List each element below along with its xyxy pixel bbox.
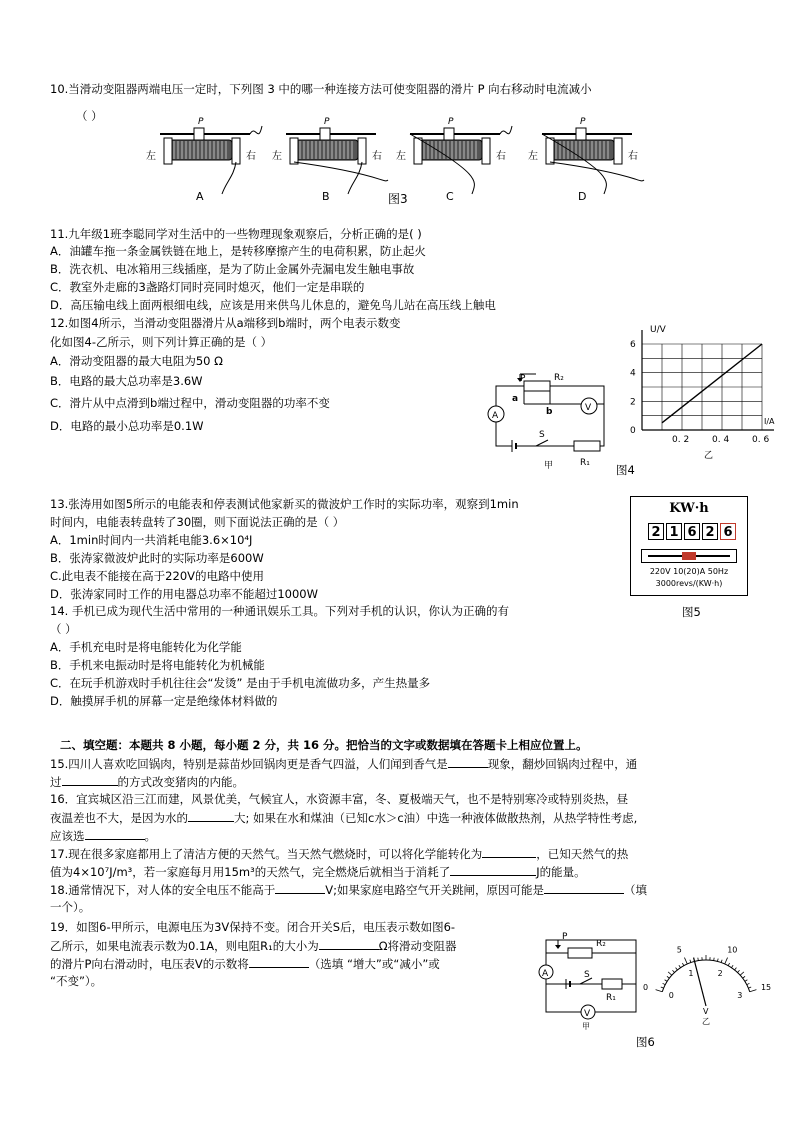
q19-f: “不变”）。 — [50, 974, 103, 988]
q16-blank-1[interactable] — [188, 810, 234, 822]
dial-tick — [725, 958, 728, 964]
q14-text-1: 14. 手机已成为现代生活中常用的一种通讯娱乐工具。下列对手机的认识，你认为正确的有 — [50, 604, 509, 618]
dial-inner-label: 3 — [737, 990, 743, 1000]
series-line — [662, 344, 762, 423]
rheostat-p-label: P — [580, 117, 586, 127]
figure-6-caption: 图6 — [636, 1035, 655, 1049]
figure-4-caption: 图4 — [616, 463, 635, 477]
q11-option-b: B．洗衣机、电冰箱用三线插座，是为了防止金属外壳漏电发生触电事故 — [50, 262, 415, 276]
dial-tick — [676, 968, 678, 970]
c4-voltmeter: V — [585, 403, 592, 413]
q18-blank-2[interactable] — [544, 882, 624, 894]
q18-b: V;如果家庭电路空气开关跳闸，原因可能是 — [325, 883, 545, 897]
c6-ammeter: A — [542, 969, 549, 979]
circuit-6-svg — [536, 930, 642, 1030]
c6-caption: 甲 — [582, 1022, 590, 1031]
dial-tick — [684, 958, 687, 964]
y-axis-label: U/V — [650, 325, 666, 335]
dial-caption: 乙 — [702, 1017, 710, 1026]
q19-c: Ω将滑动变阻器 — [378, 939, 457, 953]
q15-b: 现象，翻炒回锅肉过程中，通 — [487, 757, 638, 771]
dial-tick — [735, 968, 737, 970]
dial-outer-label: 10 — [727, 945, 738, 955]
x-tick-label: 0. 6 — [752, 435, 770, 445]
energy-meter — [630, 496, 748, 596]
q13-option-a: A．1min时间内一共消耗电能3.6×10⁴J — [50, 533, 253, 547]
meter-spec-2: 3000revs/(KW·h) — [655, 579, 723, 588]
figure-4-graph — [612, 320, 776, 462]
y-tick-label: 4 — [630, 368, 636, 379]
dial-inner-label: 0 — [668, 990, 674, 1000]
c6-switch: S — [584, 970, 590, 980]
rheostat-left-label: 左 — [146, 151, 156, 162]
q14-option-a: A．手机充电时是将电能转化为化学能 — [50, 640, 242, 654]
q18-d: 一个）。 — [50, 900, 91, 914]
q13-option-b: B．张涛家微波炉此时的实际功率是600W — [50, 551, 264, 565]
section-2-title: 二、填空题：本题共 8 小题，每小题 2 分，共 16 分。把恰当的文字或数据填在答题卡上相应位置上。 — [60, 738, 588, 752]
q15-blank-2[interactable] — [62, 774, 118, 786]
q12-text-1: 12.如图4所示，当滑动变阻器滑片从a端移到b端时，两个电表示数变 — [50, 316, 401, 330]
q19-line-3 — [50, 956, 440, 971]
x-tick-label: 0. 4 — [712, 435, 730, 445]
meter-digit: 6 — [720, 523, 736, 540]
c4-r1: R₁ — [580, 458, 590, 468]
dial-tick — [698, 958, 699, 961]
c6-voltmeter: V — [584, 1009, 591, 1019]
q15-a: 15.四川人喜欢吃回锅肉，特别是蒜苗炒回锅肉更是香气四溢，人们闻到香气是 — [50, 757, 448, 771]
dial-tick — [690, 960, 691, 963]
meter-spec-1: 220V 10(20)A 50Hz — [649, 567, 729, 576]
q17-c: 值为4×10⁷J/m³，若一家庭每月用15m³的天然气，完全燃烧后就相当于消耗了 — [50, 865, 451, 879]
graph-caption: 乙 — [704, 451, 714, 461]
rheostat-p-label: P — [198, 117, 204, 127]
q16-d: 应该选 — [50, 829, 85, 843]
meter-digit: 1 — [666, 523, 682, 540]
q11-text: 11.九年级1班李聪同学对生活中的一些物理现象观察后，分析正确的是( ) — [50, 227, 422, 241]
dial-tick — [656, 990, 663, 992]
meter-digit: 2 — [648, 523, 664, 540]
c4-p: P — [520, 374, 526, 384]
y-tick-label: 6 — [630, 340, 636, 350]
q19-e: （选填 “增大”或“减小”或 — [308, 957, 440, 971]
rheostat-left-label: 左 — [396, 151, 406, 162]
dial-tick — [668, 972, 672, 975]
c4-a: a — [512, 394, 519, 404]
circuit-4-svg — [484, 370, 614, 470]
q11-option-d: D．高压输电线上面两根细电线，应该是用来供鸟儿休息的，避免鸟儿站在高压线上触电 — [50, 298, 496, 312]
q10-text: 10.当滑动变阻器两端电压一定时，下列图 3 中的哪一种连接方法可使变阻器的滑片 P 向右移动时电流减小 — [50, 82, 592, 96]
q17-b: ，已知天然气的热 — [536, 847, 629, 861]
q17-line-1 — [50, 846, 628, 861]
dial-tick — [672, 970, 674, 972]
q13-option-d: D．张涛家同时工作的用电器总功率不能超过1000W — [50, 587, 318, 601]
q15-line-1 — [50, 756, 637, 771]
q19-blank-2[interactable] — [249, 956, 309, 968]
q17-blank-1[interactable] — [482, 846, 536, 858]
q15-d: 的方式改变猪肉的内能。 — [117, 775, 244, 789]
c6-p: P — [562, 932, 568, 942]
q13-option-c: C.此电表不能接在高于220V的电路中使用 — [50, 569, 265, 583]
q10-answer-paren: （ ） — [76, 109, 103, 123]
q18-c: （填 — [624, 883, 648, 897]
rheostat-a — [146, 114, 264, 206]
rheostat-b — [272, 114, 390, 206]
c4-r2: R₂ — [554, 373, 564, 383]
q18-line-1 — [50, 882, 647, 897]
dial-tick — [750, 990, 757, 992]
q15-c: 过 — [50, 775, 62, 789]
c6-r2: R₂ — [596, 939, 606, 949]
rheostat-right-label: 右 — [496, 151, 506, 162]
figure-3-caption: 图3 — [388, 192, 408, 206]
q12-option-a: A．滑动变阻器的最大电阻为50 Ω — [50, 354, 223, 368]
q17-line-2 — [50, 864, 586, 879]
dial-outer-label: 5 — [676, 945, 682, 955]
q13-text-2: 时间内，电能表转盘转了30圈，则下面说法正确的是（ ） — [50, 515, 345, 529]
rheostat-left-label: 左 — [528, 151, 538, 162]
rheostat-c — [396, 114, 514, 206]
q18-a: 18.通常情况下，对人体的安全电压不能高于 — [50, 883, 276, 897]
q14-option-d: D．触摸屏手机的屏幕一定是绝缘体材料做的 — [50, 694, 278, 708]
y-tick-label: 2 — [630, 397, 636, 408]
figure-6-circuit — [536, 930, 642, 1030]
q16-blank-2[interactable] — [85, 828, 145, 840]
dial-tick — [721, 960, 722, 963]
dial-inner-label: 1 — [688, 969, 694, 979]
figure-6-dial — [644, 944, 774, 1024]
dial-tick — [728, 963, 729, 966]
x-axis-label: I/A — [764, 417, 775, 426]
c4-b: b — [546, 407, 553, 417]
meter-digits — [648, 523, 738, 541]
rheostat-p-label: P — [448, 117, 454, 127]
q17-a: 17.现在很多家庭都用上了清洁方便的天然气。当天然气燃烧时，可以将化学能转化为 — [50, 847, 483, 861]
rheostat-p-label: P — [324, 117, 330, 127]
dial-tick — [737, 970, 739, 972]
dial-arc — [662, 960, 749, 992]
ui-graph-svg — [612, 320, 776, 462]
dial-tick — [661, 987, 664, 988]
rheostat-option-label: D — [578, 190, 587, 203]
c4-switch: S — [539, 430, 545, 440]
dial-tick — [748, 987, 751, 988]
rheostat-right-label: 右 — [246, 151, 256, 162]
meter-digit: 2 — [702, 523, 718, 540]
q19-b: 乙所示，如果电流表示数为0.1A，则电阻R₁的大小为 — [50, 939, 319, 953]
dial-tick — [665, 980, 668, 982]
dial-inner-label: 2 — [717, 969, 723, 979]
rheostat-right-label: 右 — [372, 151, 382, 162]
q13-text-1: 13.张涛用如图5所示的电能表和停表测试他家新买的微波炉工作时的实际功率，观察到1min — [50, 497, 519, 511]
q11-option-c: C．教室外走廊的3盏路灯同时亮同时熄灭，他们一定是串联的 — [50, 280, 365, 294]
figure-5-caption: 图5 — [682, 605, 701, 619]
rheostat-option-label: C — [446, 190, 454, 203]
q12-text-2: 化如图4-乙所示，则下列计算正确的是（ ） — [50, 335, 273, 349]
x-tick-label: 0. 2 — [672, 435, 690, 445]
dial-unit: V — [703, 1007, 709, 1016]
c6-r1: R₁ — [606, 993, 616, 1003]
voltmeter-dial-svg — [644, 944, 774, 1024]
dial-outer-label: 0 — [643, 982, 649, 992]
dial-tick — [714, 958, 715, 961]
q19-d: 的滑片P向右滑动时，电压表V的示数将 — [50, 957, 249, 971]
q14-option-c: C．在玩手机游戏时手机往往会“发烫” 是由于手机电流做功多，产生热量多 — [50, 676, 431, 690]
dial-tick — [747, 983, 750, 984]
q12-option-b: B．电路的最大总功率是3.6W — [50, 374, 203, 388]
dial-needle — [694, 958, 706, 1006]
q14-text-2: （ ） — [50, 622, 77, 636]
y-tick-label: 0 — [630, 426, 636, 436]
q11-option-a: A．油罐车拖一条金属铁链在地上，是转移摩擦产生的电荷积累，防止起火 — [50, 244, 426, 258]
c4-ammeter: A — [492, 411, 499, 421]
q19-line-2 — [50, 938, 457, 953]
q15-blank-1[interactable] — [448, 756, 488, 768]
q16-line-3 — [50, 828, 156, 843]
rheostat-option-label: A — [196, 190, 204, 203]
rheostat-right-label: 右 — [628, 151, 638, 162]
dial-tick — [663, 983, 666, 984]
meter-disc-window — [641, 549, 737, 563]
dial-tick — [682, 963, 683, 966]
meter-digit: 6 — [684, 523, 700, 540]
q18-blank-1[interactable] — [275, 882, 325, 894]
dial-outer-label: 15 — [760, 982, 772, 992]
q16-c: 大; 如果在水和煤油（已知c水＞c油）中选一种液体做散热剂，从热学特性考虑, — [234, 811, 638, 825]
c4-caption: 甲 — [544, 461, 554, 471]
dial-tick — [717, 959, 718, 962]
dial-tick — [743, 976, 745, 978]
dial-tick — [745, 980, 748, 982]
q14-option-b: B．手机来电振动时是将电能转化为机械能 — [50, 658, 265, 672]
figure-4-circuit — [484, 370, 614, 470]
q12-option-c: C．滑片从中点滑到b端过程中，滑动变阻器的功率不变 — [50, 396, 330, 410]
rheostat-option-label: B — [322, 190, 330, 203]
q19-blank-1[interactable] — [319, 938, 379, 950]
q16-line-2 — [50, 810, 637, 825]
q17-d: J的能量。 — [536, 865, 586, 879]
q15-line-2 — [50, 774, 244, 789]
dial-tick — [731, 965, 733, 967]
meter-title: KW·h — [669, 501, 709, 516]
q16-b: 夜温差也不大，是因为水的 — [50, 811, 188, 825]
dial-tick — [679, 965, 681, 967]
q16-a: 16．宜宾城区沿三江而建，风景优美，气候宜人，水资源丰富，冬、夏极端天气，也不是特别寒冷或特别炎热，昼 — [50, 792, 629, 806]
rheostat-left-label: 左 — [272, 151, 282, 162]
q16-e: 。 — [144, 829, 156, 843]
dial-tick — [667, 976, 669, 978]
figure-3 — [146, 114, 638, 206]
dial-tick — [740, 972, 744, 975]
q17-blank-2[interactable] — [450, 864, 536, 876]
rheostat-d — [528, 114, 646, 206]
q19-a: 19．如图6-甲所示，电源电压为3V保持不变。闭合开关S后，电压表示数如图6- — [50, 920, 456, 934]
q12-option-d: D．电路的最小总功率是0.1W — [50, 419, 204, 433]
